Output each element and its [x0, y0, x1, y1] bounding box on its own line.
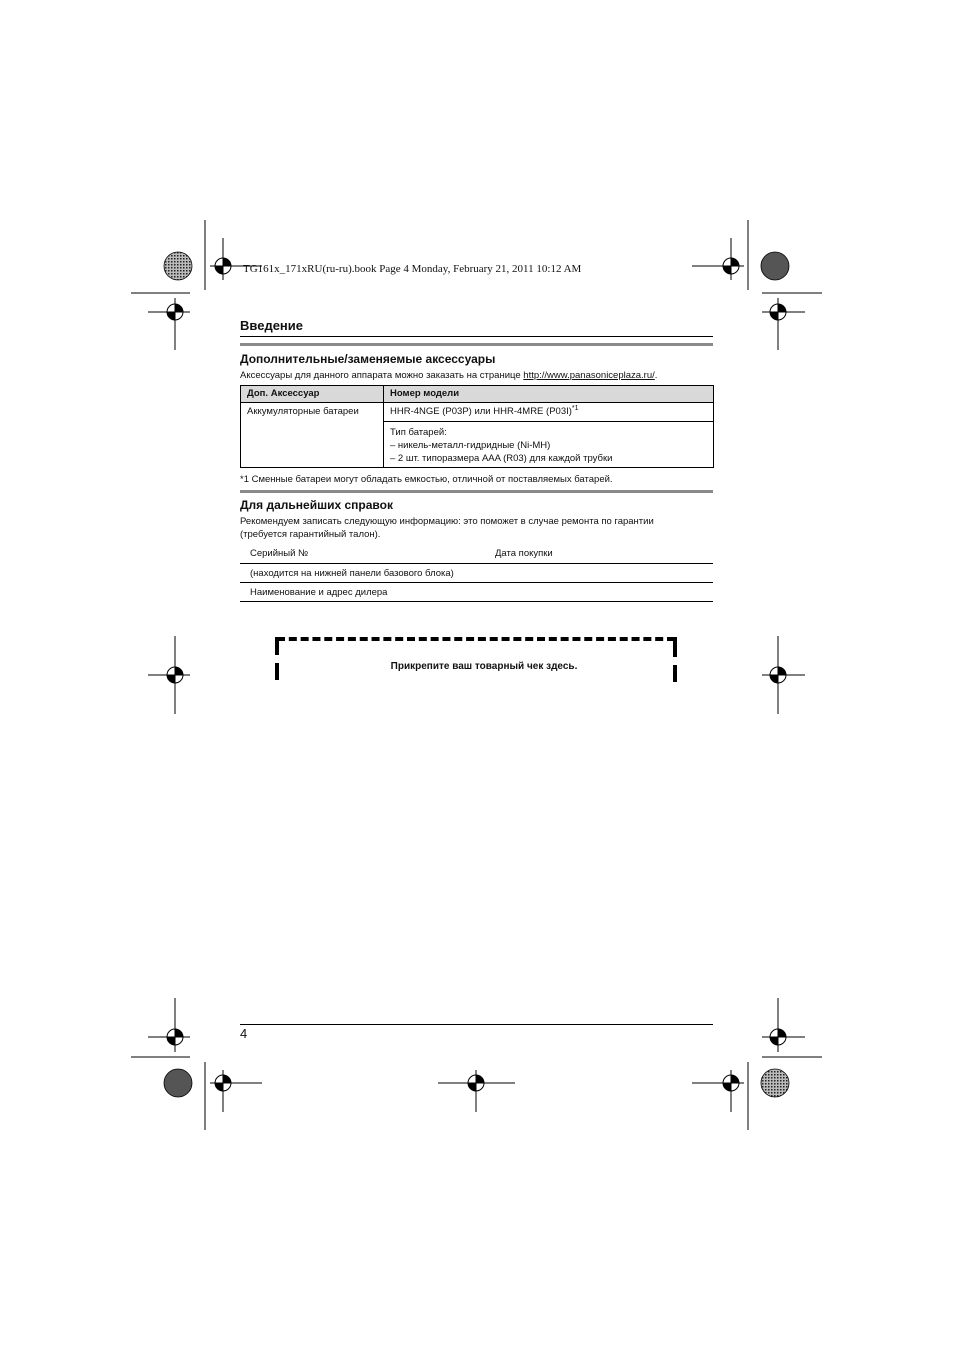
page-number: 4 — [240, 1026, 248, 1041]
receipt-label: Прикрепите ваш товарный чек здесь. — [390, 661, 578, 672]
section-title: Введение — [240, 318, 303, 333]
footnote: *1 Сменные батареи могут обладать емкостью, отличной от поставляемых батарей. — [240, 474, 613, 485]
column-header-model: Номер модели — [384, 386, 714, 403]
receipt-box-border — [673, 637, 677, 682]
dealer-label: Наименование и адрес дилера — [250, 587, 388, 598]
receipt-box-border — [277, 637, 675, 641]
model-cell: HHR-4NGE (P03P) или HHR-4MRE $(P03I)^{*1}$ — [384, 403, 714, 422]
footer-rule — [240, 1024, 713, 1025]
purchase-date-label: Дата покупки — [495, 548, 553, 559]
serial-number-label: Серийный № — [250, 548, 309, 559]
heading-rule — [240, 343, 713, 346]
accessories-table — [240, 385, 714, 468]
accessory-cell: Аккумуляторные батареи — [241, 403, 384, 468]
reference-text-line2: (требуется гарантийный талон). — [240, 529, 381, 540]
serial-note: (находится на нижней панели базового блока) — [250, 568, 454, 579]
section-rule — [240, 336, 713, 337]
accessories-heading: Дополнительные/заменяемые аксессуары — [240, 352, 496, 366]
table-row — [241, 403, 714, 422]
column-header-accessory: Доп. Аксессуар — [241, 386, 384, 403]
serial-note-line — [240, 582, 713, 583]
footnote-mark: *1 — [571, 405, 579, 412]
registration-target-fill-icon — [167, 258, 786, 1091]
accessories-intro: Аксессуары для данного аппарата можно заказать на странице http://www.panasoniceplaza.ru/. — [240, 370, 658, 381]
book-header: TG161x_171xRU(ru-ru).book Page 4 Monday, February 21, 2011 10:12 AM — [243, 263, 582, 275]
reference-heading: Для дальнейших справок — [240, 498, 393, 512]
reference-text-line1: Рекомендуем записать следующую информацию: это поможет в случае ремонта по гарантии — [240, 516, 654, 527]
dealer-line — [240, 601, 713, 602]
receipt-box-border — [275, 637, 279, 680]
heading-rule — [240, 490, 713, 493]
table-header-row — [241, 386, 714, 403]
panasonic-link[interactable]: http://www.panasoniceplaza.ru/ — [523, 370, 655, 381]
battery-type-cell: Тип батарей: – никель-металл-гидридные (Ni-MH) – 2 шт. типоразмера AAA (R03) для каждой трубки — [384, 422, 714, 468]
serial-line — [240, 563, 713, 564]
